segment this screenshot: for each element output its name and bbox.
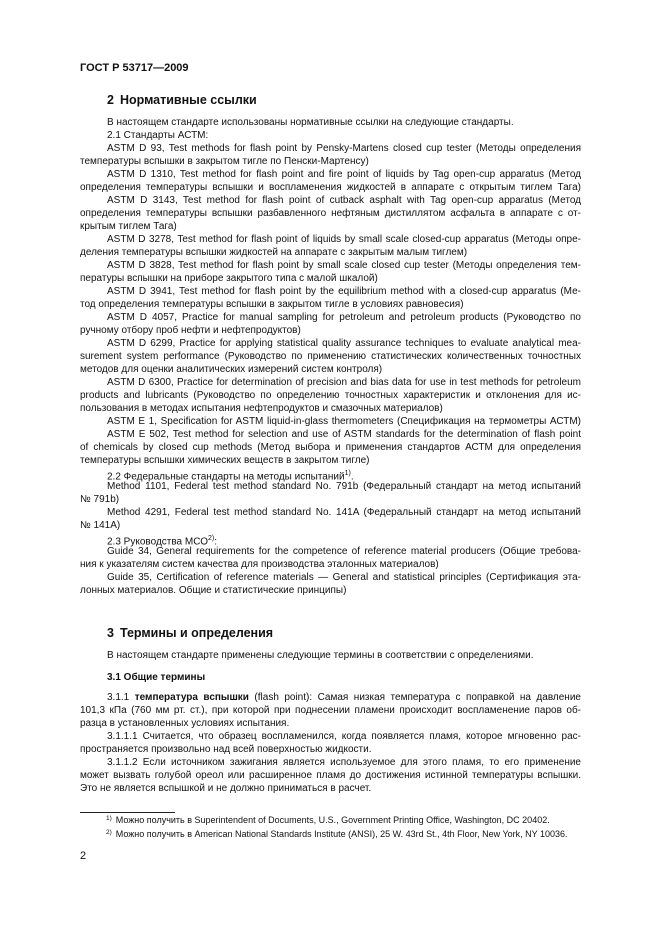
text-line: разца в установленных условиях испытания. xyxy=(80,718,290,729)
text-line: 2.1 Стандарты АСТМ: xyxy=(107,130,209,141)
text-line: 2.2 Федеральные стандарты на методы испытаний$^{1)}$. xyxy=(107,470,354,483)
text-line: 3.1.1.1 Считается, что образец воспламенился, когда появляется пламя, которое мгновенно рас- xyxy=(107,731,581,742)
text-line: пользования в методах испытания нефтепродуктов и смазочных материалов) xyxy=(80,403,443,414)
text-line: лонных материалов. Общие и статистические принципы) xyxy=(80,585,347,596)
text-line: может вызвать голубой ореол или расширенное пламя до достижения истинной температуры вспышки. xyxy=(80,770,581,781)
text-line: 2.3 Руководства МСО$^{2)}$: xyxy=(107,535,218,548)
standard-code-header: ГОСТ Р 53717—2009 xyxy=(80,62,189,74)
text-line: products and lubricants (Руководство по определению точностных характеристик и отклонения для ис- xyxy=(80,390,581,401)
text-line: определения температуры вспышки разбавленного нефтяным дистиллятом асфальта в аппарате с от- xyxy=(80,208,581,219)
footnote-1: $^{1)}$ Можно получить в Superintendent of Documents, U.S., Government Printing Office, Washington, DC 20402. xyxy=(106,815,550,825)
term-name: температура вспышки xyxy=(134,692,249,703)
text-line: of chemicals by closed cup methods (Метод выбора и применения стандартов АСТМ для определения xyxy=(80,442,581,453)
page-number: 2 xyxy=(80,850,87,862)
section-title: Нормативные ссылки xyxy=(119,93,257,107)
text-line: Method 4291, Federal test method standard No. 141A (Федеральный стандарт на метод испытаний xyxy=(107,507,581,518)
text-line: ния к указателям систем качества для производства эталонных материалов) xyxy=(80,559,439,570)
text-line: surement system performance (Руководство по применению статистических количественных точностных xyxy=(80,351,581,362)
section-title: Термины и определения xyxy=(119,626,274,640)
text-line: температуры вспышки химических веществ в закрытом тигле) xyxy=(80,455,370,466)
subsection-heading: 3.1 Общие термины xyxy=(107,672,206,683)
footnote-ref-1: 1) xyxy=(344,470,351,477)
text-line: Method 1101, Federal test method standard No. 791b (Федеральный стандарт на метод испытаний xyxy=(107,481,581,492)
text-line: ASTM D 6300, Practice for determination of precision and bias data for use in test methods for petroleum xyxy=(107,377,581,388)
text-line: ASTM D 4057, Practice for manual sampling for petroleum and petroleum products (Руководство по xyxy=(107,312,581,323)
text-line: 3.1.1.2 Если источником зажигания является используемое для этого пламя, то его применение xyxy=(107,757,581,768)
text-line: пературы вспышки на приборе закрытого типа с малой шкалой) xyxy=(80,273,378,284)
text-line: ASTM E 1, Specification for ASTM liquid-in-glass thermometers (Спецификация на термометры АСТМ) xyxy=(107,416,581,427)
text-line: ASTM D 3941, Test method for flash point by the equilibrium method with a closed-cup apparatus (Ме- xyxy=(107,286,581,297)
text-line: ASTM E 502, Test method for selection and use of ASTM standards for the determination of flash point xyxy=(107,429,581,440)
text-line: № 791b) xyxy=(80,494,120,505)
text-line: определения температуры вспышки и воспламенения жидкостей в аппарате с открытым тиглем Тага) xyxy=(80,182,581,193)
text-line: ASTM D 93, Test methods for flash point by Pensky-Martens closed cup tester (Методы определения xyxy=(107,143,581,154)
text-line: тод определения температуры вспышки в закрытом тигле в условиях равновесия) xyxy=(80,299,464,310)
text-line: деления температуры вспышки жидкостей на аппарате с закрытым малым тиглем) xyxy=(80,247,468,258)
text-line: пространяется произвольно над всей поверхностью жидкости. xyxy=(80,744,372,755)
footnote-2: $^{2)}$ Можно получить в American National Standards Institute (ANSI), 25 W. 43rd St., 4th Floor, New York, NY 10036. xyxy=(106,829,568,839)
text-line: В настоящем стандарте применены следующие термины в соответствии с определениями. xyxy=(107,650,534,661)
text-line: ASTM D 3143, Test method for flash point of cutback asphalt with Tag open-cup apparatus (Метод xyxy=(107,195,581,206)
text-line: ASTM D 1310, Test method for flash point and fire point of liquids by Tag open-cup apparatus (Метод xyxy=(107,169,581,180)
text-line: 101,3 кПа (760 мм рт. ст.), при которой при поднесении пламени происходит воспламенение паров об- xyxy=(80,705,581,716)
text-line: В настоящем стандарте использованы нормативные ссылки на следующие стандарты. xyxy=(107,117,514,128)
text-line: крытым тиглем Тага) xyxy=(80,221,177,232)
text-line: ASTM D 3278, Test method for flash point of liquids by small scale closed-cup apparatus (Методы опре- xyxy=(107,234,581,245)
text-line: ручному отбору проб нефти и нефтепродуктов) xyxy=(80,325,301,336)
footnote-divider xyxy=(80,812,175,813)
text-line: ASTM D 3828, Test method for flash point by small scale closed cup tester (Методы определения тем- xyxy=(107,260,581,271)
text-line: температуры вспышки в закрытом тигле по Пенски-Мартенсу) xyxy=(80,156,369,167)
section-number: 2 xyxy=(107,93,114,107)
text-line: № 141A) xyxy=(80,520,121,531)
section-2-heading xyxy=(107,93,257,107)
text-line: методов для оценки аналитических измерений систем контроля) xyxy=(80,364,383,375)
footnote-ref-2: 2) xyxy=(208,535,215,542)
text-line: Guide 34, General requirements for the competence of reference material producers (Общие требова- xyxy=(107,546,581,557)
text-line: Guide 35, Certification of reference materials — General and statistical principles (Сертификация эта- xyxy=(107,572,581,583)
text-line: ASTM D 6299, Practice for applying statistical quality assurance techniques to evaluate analytical mea- xyxy=(107,338,581,349)
section-3-heading xyxy=(107,626,273,640)
text-line: Это не является вспышкой и не должно приниматься в расчет. xyxy=(80,783,372,794)
term-definition-line: 3.1.1 температура вспышки (flash point): Самая низкая температура с поправкой на давление xyxy=(107,692,581,703)
section-number: 3 xyxy=(107,626,114,640)
